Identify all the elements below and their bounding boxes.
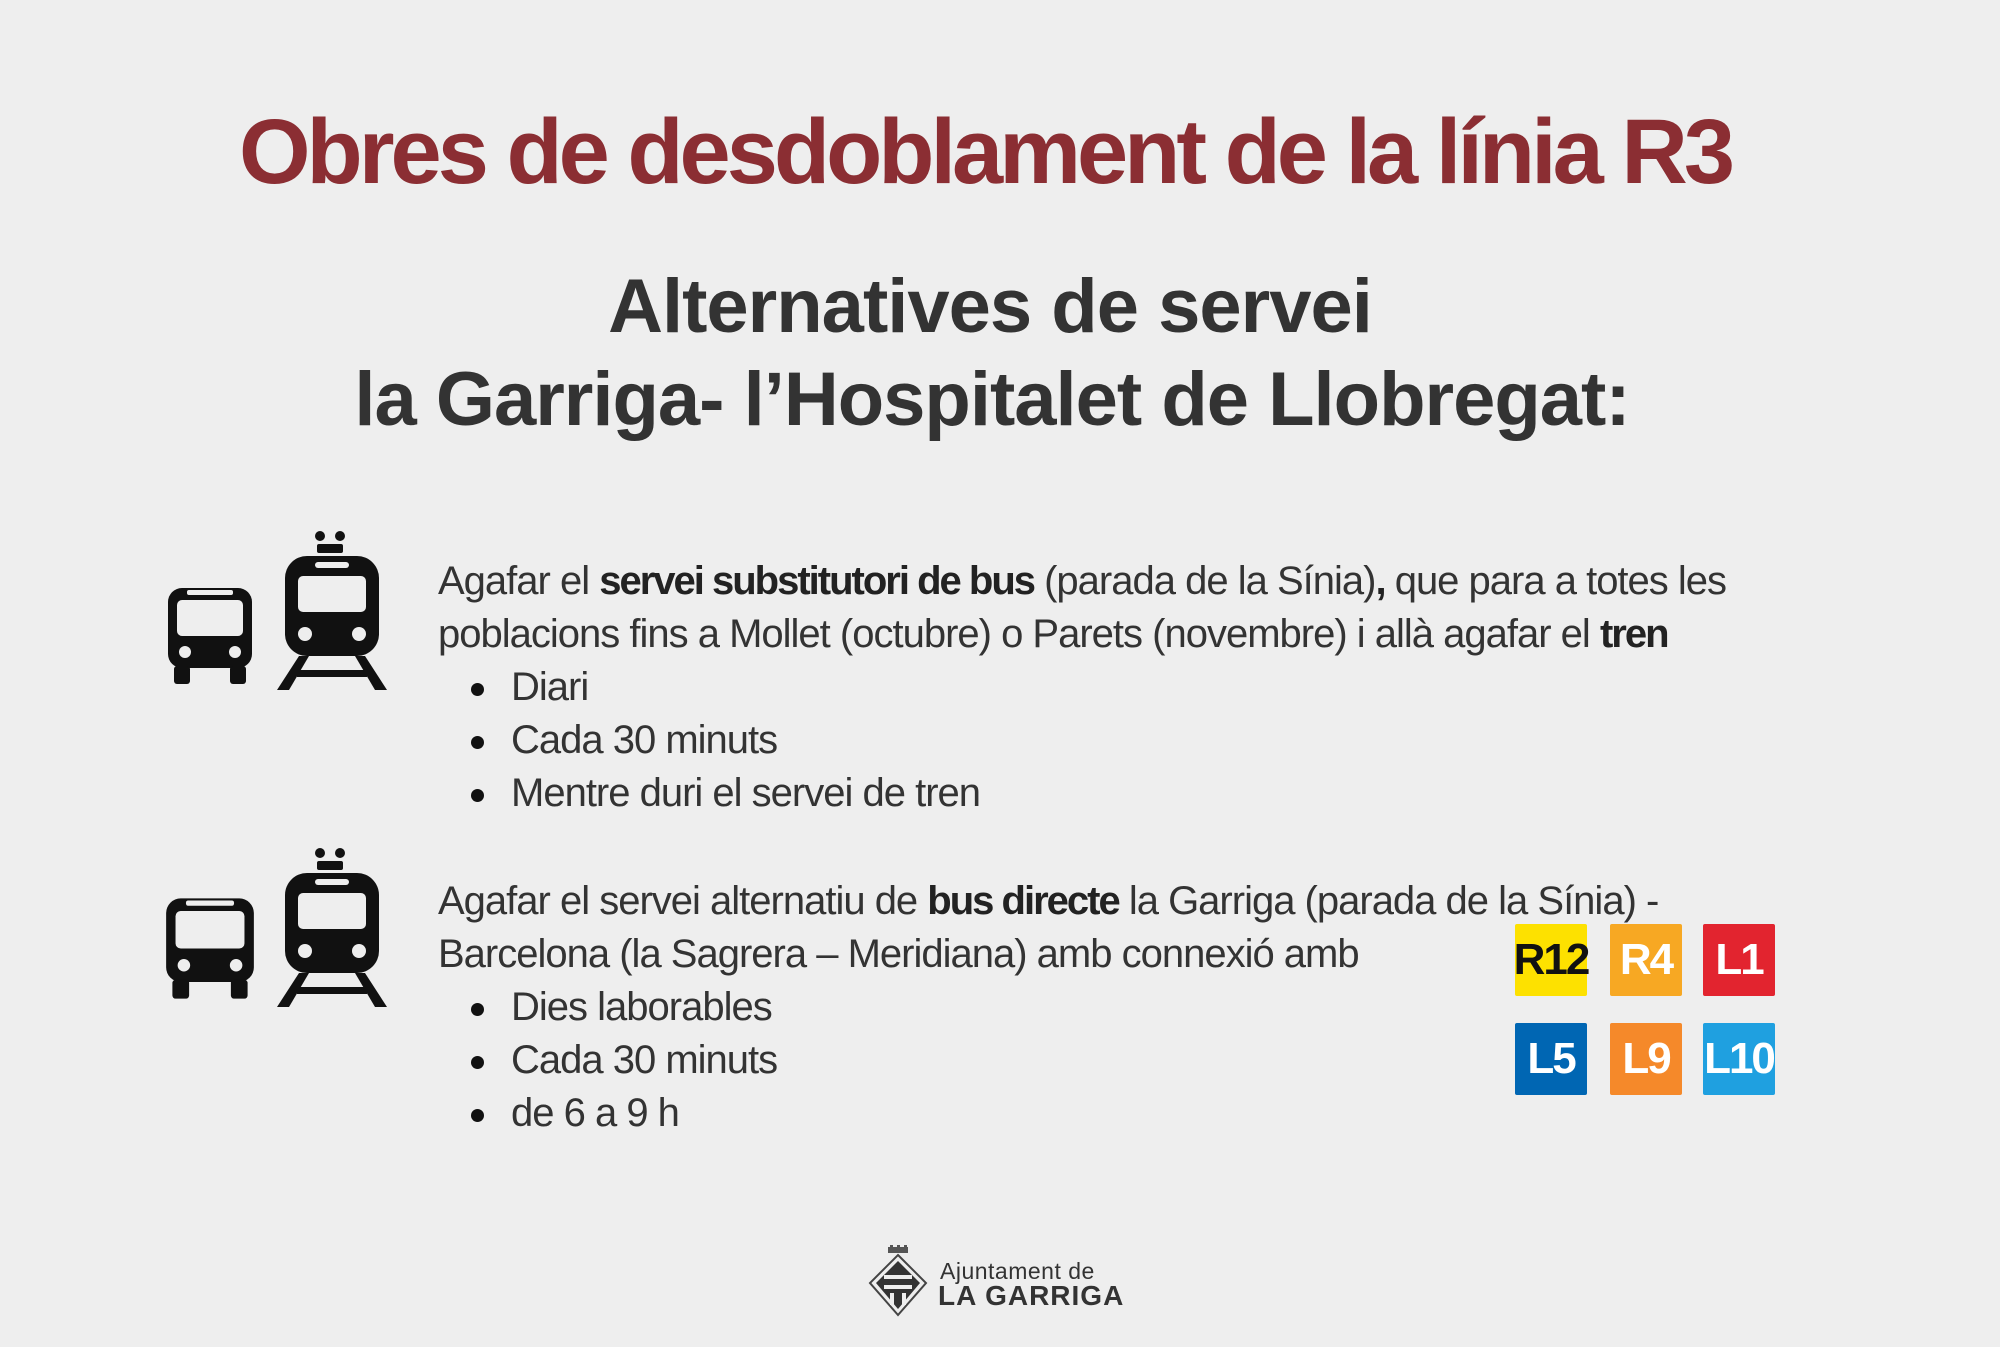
bus-icon: [165, 580, 255, 690]
badge-r4: R4: [1610, 924, 1682, 996]
bus-icon: [163, 890, 257, 1005]
option-1-bullets: [465, 661, 980, 820]
train-icon: [277, 530, 387, 690]
badge-r12: R12: [1515, 924, 1587, 996]
option-2-bullets: [465, 981, 777, 1140]
list-item: Diari: [465, 661, 980, 714]
bold-direct-bus: bus directe: [927, 879, 1119, 923]
train-icon: [277, 847, 387, 1007]
list-item: Cada 30 minuts: [465, 1034, 777, 1087]
bold-train: tren: [1599, 612, 1668, 656]
coat-of-arms-icon: [866, 1245, 930, 1317]
subtitle-line-2: la Garriga- l’Hospitalet de Llobregat:: [354, 357, 1630, 442]
subtitle-line-1: Alternatives de servei: [608, 264, 1372, 349]
badge-l1: L1: [1703, 924, 1775, 996]
footer-org-line-2: LA GARRIGA: [938, 1280, 1125, 1311]
list-item: Dies laborables: [465, 981, 777, 1034]
option-2-description: Agafar el servei alternatiu de bus directe la Garriga (parada de la Sínia) - Barcelona (la Sagrera – Meridiana) amb connexió amb: [438, 879, 1659, 976]
transport-icons: [165, 530, 395, 690]
list-item: Cada 30 minuts: [465, 714, 980, 767]
option-2-section: [0, 850, 2000, 1150]
badge-l5: L5: [1515, 1023, 1587, 1095]
option-1-description: Agafar el servei substitutori de bus (parada de la Sínia), que para a totes les poblacions fins a Mollet (octubre) o Parets (novembre) i allà agafar el tren: [438, 559, 1727, 656]
transport-icons: [165, 850, 395, 1010]
footer-org-line-1: Ajuntament de: [940, 1258, 1095, 1284]
list-item: Mentre duri el servei de tren: [465, 767, 980, 820]
option-1-section: [0, 530, 2000, 830]
page-title: Obres de desdoblament de la línia R3: [238, 101, 1731, 203]
badge-l10: L10: [1703, 1023, 1775, 1095]
badge-l9: L9: [1610, 1023, 1682, 1095]
bold-bus-service: servei substitutori de bus: [599, 559, 1034, 603]
list-item: de 6 a 9 h: [465, 1087, 777, 1140]
